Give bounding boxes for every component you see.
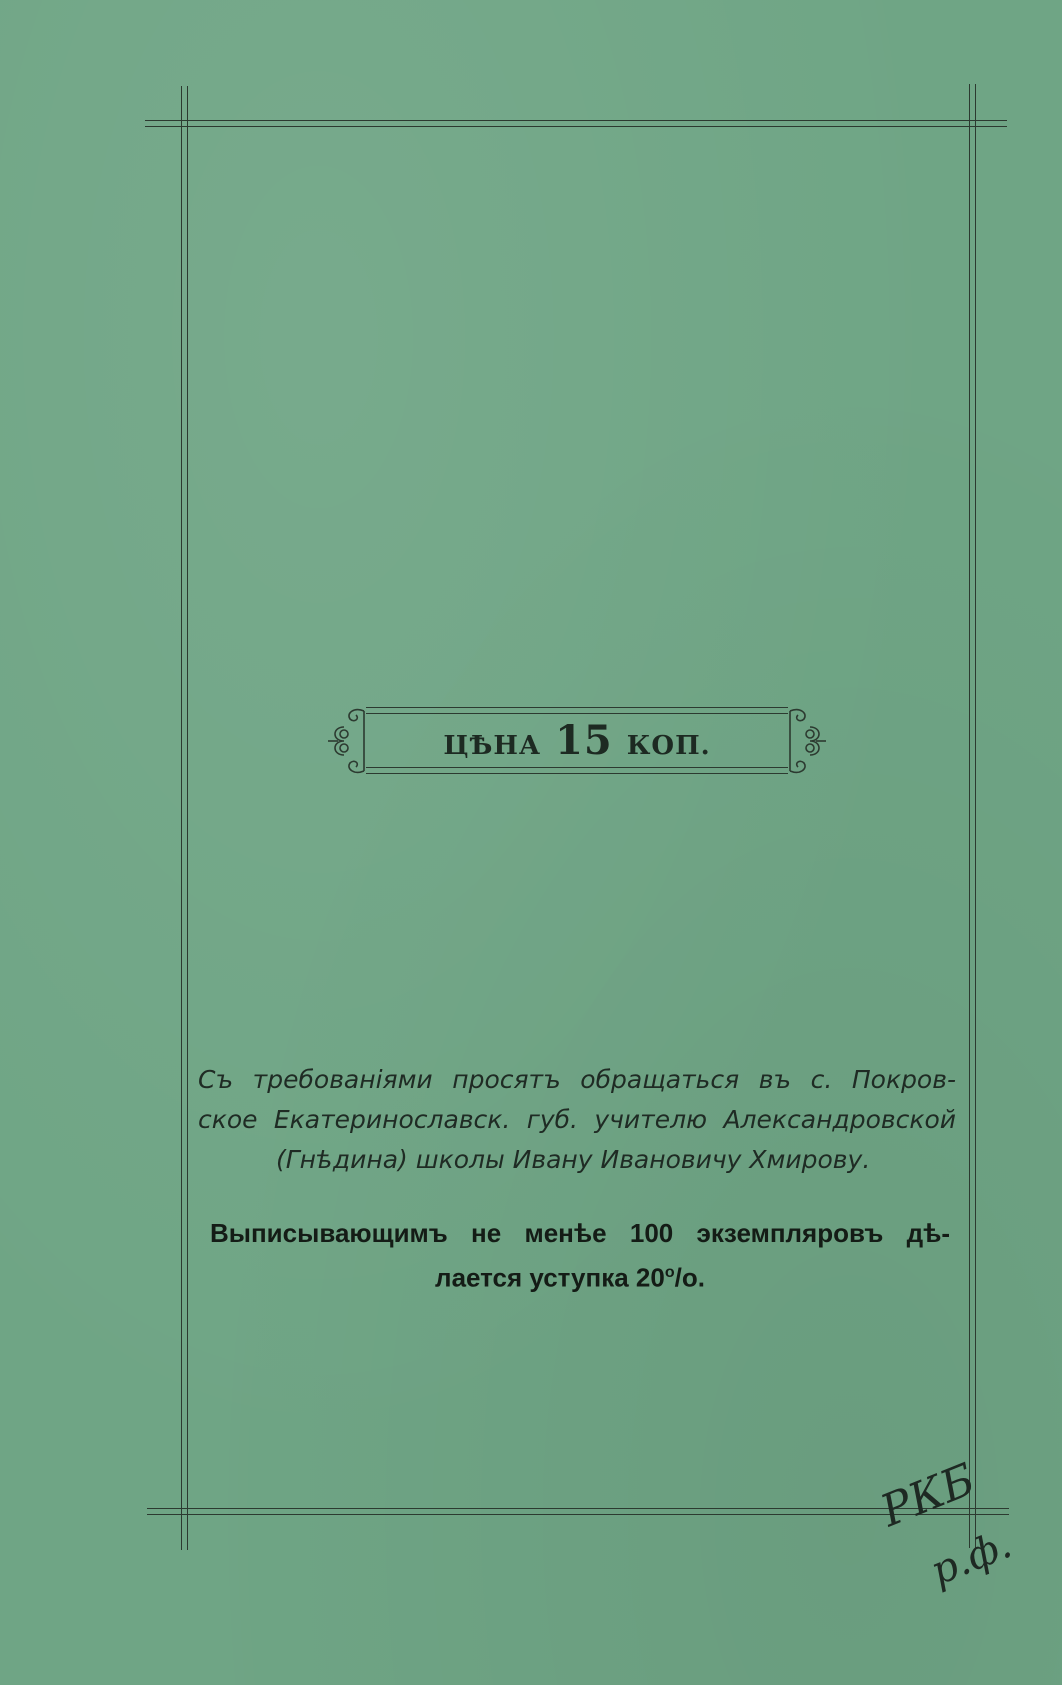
discount-line-1: Выписывающимъ не менѣе 100 экземпляровъ дѣ- (210, 1218, 950, 1248)
frame-top-rule-inner (145, 126, 1007, 127)
percent-sup: о (664, 1264, 675, 1281)
price-label (324, 705, 830, 777)
frame-bottom-rule-inner (147, 1514, 1009, 1515)
price-word: ЦѢНА (443, 731, 542, 761)
handwritten-mark-1: РКБ (873, 1453, 983, 1538)
ordering-line-3: (Гнѣдина) школы Ивану Ивановичу Хмирову. (276, 1145, 871, 1174)
discount-line-2-text: лается уступка 20 (435, 1262, 665, 1293)
price-unit: КОП. (626, 731, 711, 761)
discount-note (210, 1213, 950, 1298)
frame-bottom-rule-outer (147, 1508, 1009, 1509)
ordering-instructions (198, 1060, 956, 1180)
frame-right-rule-outer (969, 84, 970, 1548)
frame-left-rule-inner (187, 86, 188, 1550)
price-amount: 15 (555, 717, 613, 764)
frame-left-rule-outer (181, 86, 182, 1550)
frame-right-rule-inner (975, 84, 976, 1548)
left-ornament-icon (324, 705, 366, 777)
frame-top-rule-outer (145, 120, 1007, 121)
price-bottom-rule-2 (366, 773, 788, 774)
right-ornament-icon (788, 705, 830, 777)
discount-line-2 (210, 1253, 950, 1298)
price-text (366, 717, 788, 764)
ordering-line-2: ское Екатеринославск. губ. учителю Александровской (198, 1105, 956, 1134)
price-top-rule (366, 707, 788, 708)
ordering-line-1: Съ требованіями просятъ обращаться въ с. Покров- (198, 1065, 956, 1094)
price-top-rule-2 (366, 713, 788, 714)
handwritten-mark-2: р.ф. (924, 1521, 1018, 1595)
discount-line-2-end: /о. (674, 1262, 705, 1293)
price-bottom-rule (366, 767, 788, 768)
